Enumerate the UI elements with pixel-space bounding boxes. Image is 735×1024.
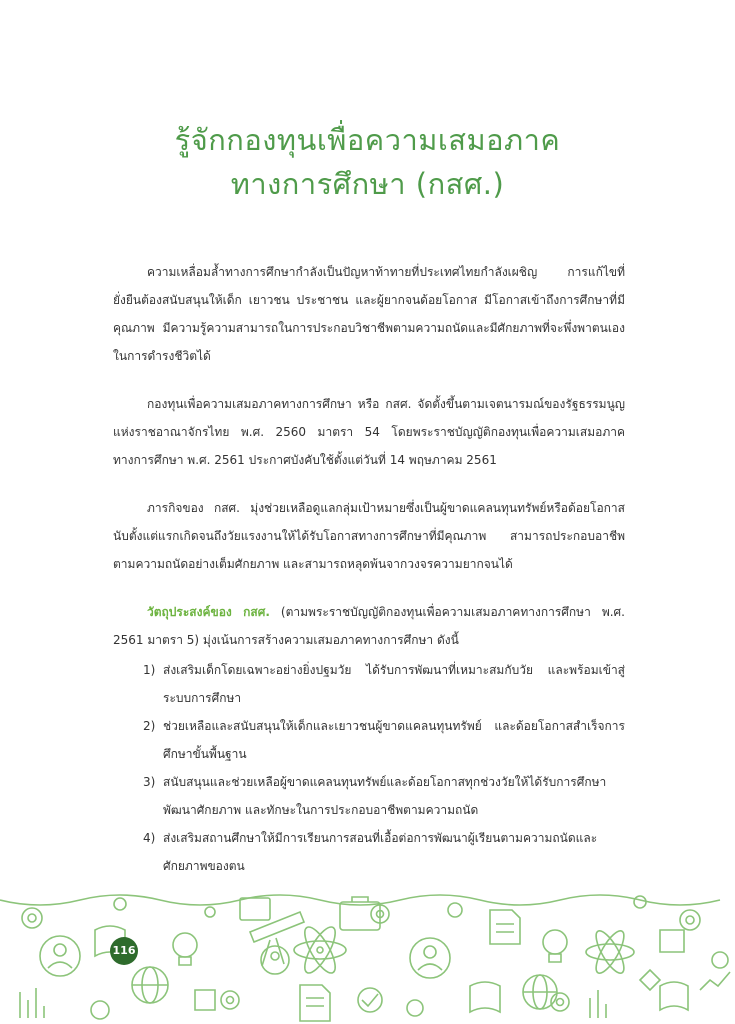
briefcase-icon	[240, 897, 380, 930]
list-item-text: ช่วยเหลือและสนับสนุนให้เด็กและเยาวชนผู้ขาดแคลนทุนทรัพย์ และด้อยโอกาสสำเร็จการศึกษาขั้นพื้นฐาน	[163, 719, 625, 761]
title-line-2: ทางการศึกษา (กสศ.)	[230, 167, 505, 201]
list-item-number: 4)	[143, 831, 156, 845]
objectives-list	[113, 656, 625, 880]
list-item	[113, 656, 625, 712]
title-line-1: รู้จักกองทุนเพื่อความเสมอภาค	[174, 123, 561, 157]
list-item-text: ส่งเสริมสถานศึกษาให้มีการเรียนการสอนที่เอื้อต่อการพัฒนาผู้เรียนตามความถนัดและศักยภาพของตน	[163, 831, 598, 873]
list-item-number: 1)	[143, 663, 156, 677]
page-title	[60, 118, 675, 206]
pattern-connector-lines	[0, 895, 728, 1019]
objectives-intro	[113, 598, 625, 654]
objectives-heading: วัตถุประสงค์ของ กสศ.	[147, 605, 270, 619]
list-item	[113, 824, 625, 880]
footer-icon-pattern	[0, 890, 735, 1024]
page-number-badge: 116	[110, 937, 138, 965]
paragraph-1: ความเหลื่อมล้ำทางการศึกษากำลังเป็นปัญหาท้าทายที่ประเทศไทยกำลังเผชิญ การแก้ไขที่ยั่งยืนต้องสนับสนุนให้เด็ก เยาวชน ประชาชน และผู้ยากจนด้อยโอกาส มีโอกาสเข้าถึงการศึกษาที่มีคุณภาพ มีความรู้ความสามารถในการประกอบวิชาชีพตามความถนัดและมีศักยภาพที่จะพึ่งพาตนเองในการดำรงชีวิตได้	[113, 265, 625, 363]
list-item-number: 3)	[143, 775, 156, 789]
person-icon	[40, 936, 450, 978]
list-item-number: 2)	[143, 719, 156, 733]
book-icon	[95, 926, 688, 1012]
list-item-text: สนับสนุนและช่วยเหลือผู้ขาดแคลนทุนทรัพย์และด้อยโอกาสทุกช่วงวัยให้ได้รับการศึกษาพัฒนาศักยภาพ และทักษะในการประกอบอาชีพตามความถนัด	[163, 775, 607, 817]
paragraph-3: ภารกิจของ กสศ. มุ่งช่วยเหลือดูแลกลุ่มเป้าหมายซึ่งเป็นผู้ขาดแคลนทุนทรัพย์หรือด้อยโอกาสนับตั้งแต่แรกเกิดจนถึงวัยแรงงานให้ได้รับโอกาสทางการศึกษาที่มีคุณภาพ สามารถประกอบอาชีพตามความถนัดอย่างเต็มศักยภาพ และสามารถหลุดพ้นจากวงจรความยากจนได้	[113, 501, 625, 571]
list-item	[113, 712, 625, 768]
list-item	[113, 768, 625, 824]
list-item-text: ส่งเสริมเด็กโดยเฉพาะอย่างยิ่งปฐมวัย ได้รับการพัฒนาที่เหมาะสมกับวัย และพร้อมเข้าสู่ระบบการศึกษา	[163, 663, 625, 705]
paragraph-2: กองทุนเพื่อความเสมอภาคทางการศึกษา หรือ กสศ. จัดตั้งขึ้นตามเจตนารมณ์ของรัฐธรรมนูญแห่งราชอาณาจักรไทย พ.ศ. 2560 มาตรา 54 โดยพระราชบัญญัติกองทุนเพื่อความเสมอภาคทางการศึกษา พ.ศ. 2561 ประกาศบังคับใช้ตั้งแต่วันที่ 14 พฤษภาคม 2561	[113, 397, 625, 467]
body-text	[113, 258, 625, 880]
atom-icon	[294, 923, 634, 977]
lightbulb-icon	[173, 930, 567, 965]
document-icon	[300, 910, 684, 1021]
objectives-intro-text: (ตามพระราชบัญญัติกองทุนเพื่อความเสมอภาคทางการศึกษา พ.ศ. 2561 มาตรา 5) มุ่งเน้นการสร้างความเสมอภาคทางการศึกษา ดังนี้	[113, 605, 625, 647]
footer-pattern-svg	[0, 890, 735, 1024]
